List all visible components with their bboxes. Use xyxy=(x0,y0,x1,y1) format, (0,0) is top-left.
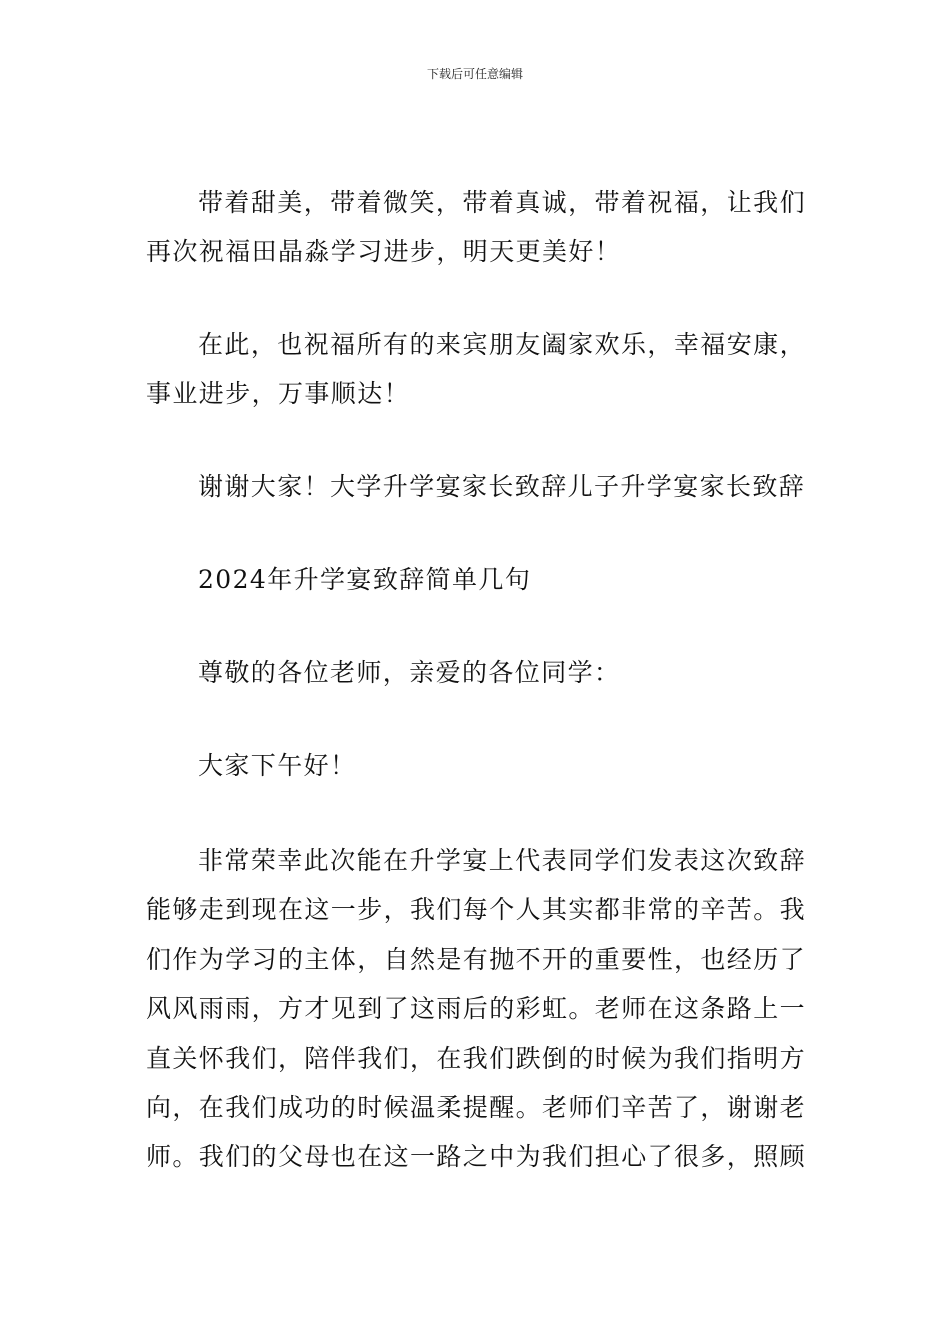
paragraph-speech-title: 2024年升学宴致辞简单几句 xyxy=(198,565,532,594)
paragraph-guests-blessing: 在此，也祝福所有的来宾朋友阖家欢乐，幸福安康，事业进步，万事顺达！ xyxy=(146,330,806,408)
paragraph-salutation: 尊敬的各位老师，亲爱的各位同学： xyxy=(198,658,621,687)
paragraph-greeting: 大家下午好！ xyxy=(198,751,357,780)
page-header: 下载后可任意编辑 xyxy=(426,67,523,81)
document-body xyxy=(146,178,806,1182)
paragraph-speech-body: 非常荣幸此次能在升学宴上代表同学们发表这次致辞能够走到现在这一步，我们每个人其实都非常的辛苦。我们作为学习的主体，自然是有抛不开的重要性，也经历了风风雨雨，方才见到了这雨后的彩虹。老师在这条路上一直关怀我们，陪伴我们，在我们跌倒的时候为我们指明方向，在我们成功的时候温柔提醒。老师们辛苦了，谢谢老师。我们的父母也在这一路之中为我们担心了很多，照顾 xyxy=(146,846,807,1172)
paragraph-thanks: 谢谢大家！大学升学宴家长致辞儿子升学宴家长致辞 xyxy=(198,472,806,501)
paragraph-blessing: 带着甜美，带着微笑，带着真诚，带着祝福，让我们再次祝福田晶淼学习进步，明天更美好！ xyxy=(146,188,806,266)
